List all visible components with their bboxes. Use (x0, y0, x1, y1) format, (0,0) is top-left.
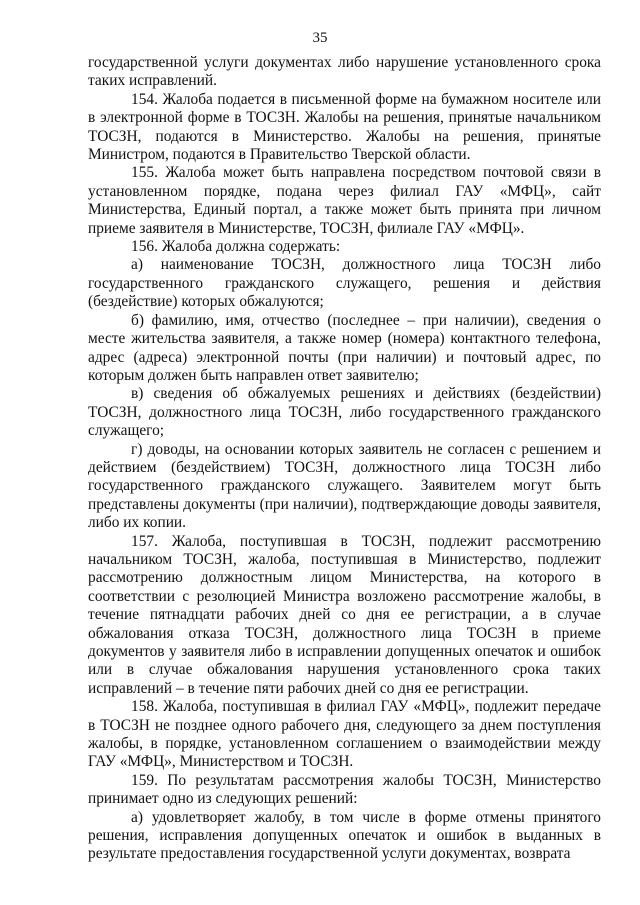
paragraph: 154. Жалоба подается в письменной форме на бумажном носителе или в электронной форме в ТОСЗН. Жалобы на решения, принятые начальником ТОСЗН, подаются в Министерство. Жалобы на решения, принятые Министром, подаются в Правительство Тверской области. (88, 90, 601, 164)
paragraph: а) удовлетворяет жалобу, в том числе в форме отмены принятого решения, исправления допущенных опечаток и ошибок в выданных в результате предоставления государственной услуги документах, возврата (88, 808, 601, 863)
paragraph: в) сведения об обжалуемых решениях и действиях (бездействии) ТОСЗН, должностного лица ТОСЗН, либо государственного гражданского служащего; (88, 385, 601, 440)
paragraph: 156. Жалоба должна содержать: (131, 238, 341, 256)
page-number: 35 (312, 30, 328, 46)
document-body (88, 54, 601, 864)
paragraph: б) фамилию, имя, отчество (последнее – при наличии), сведения о месте жительства заявителя, а также номер (номера) контактного телефона, адрес (адреса) электронной почты (при наличии) и почтовый адрес, по которым должен быть направлен ответ заявителю; (88, 311, 601, 384)
paragraph: 159. По результатам рассмотрения жалобы ТОСЗН, Министерство принимает одно из следующих решений: (88, 771, 601, 808)
paragraph: а) наименование ТОСЗН, должностного лица ТОСЗН либо государственного гражданского служащего, решения и действия (бездействие) которых обжалуются; (88, 256, 601, 311)
paragraph: 155. Жалоба может быть направлена посредством почтовой связи в установленном порядке, подана через филиал ГАУ «МФЦ», сайт Министерства, Единый портал, а также может быть принята при личном приеме заявителя в Министерстве, ТОСЗН, филиале ГАУ «МФЦ». (88, 164, 601, 237)
paragraph: г) доводы, на основании которых заявитель не согласен с решением и действием (бездействием) ТОСЗН, должностного лица ТОСЗН либо государственного гражданского служащего. Заявителем могут быть представлены документы (при наличии), подтверждающие доводы заявителя, либо их копии. (88, 440, 601, 532)
paragraph: 157. Жалоба, поступившая в ТОСЗН, подлежит рассмотрению начальником ТОСЗН, жалоба, поступившая в Министерство, подлежит рассмотрению должностным лицом Министерства, на которого в соответствии с резолюцией Министра возложено рассмотрение жалобы, в течение пятнадцати рабочих дней со дня ее регистрации, а в случае обжалования отказа ТОСЗН, должностного лица ТОСЗН в приеме документов у заявителя либо в исправлении допущенных опечаток и ошибок или в случае обжалования нарушения установленного срока таких исправлений – в течение пяти рабочих дней со дня ее регистрации. (88, 532, 601, 697)
paragraph: 158. Жалоба, поступившая в филиал ГАУ «МФЦ», подлежит передаче в ТОСЗН не позднее одного рабочего дня, следующего за днем поступления жалобы, в порядке, установленном соглашением о взаимодействии между ГАУ «МФЦ», Министерством и ТОСЗН. (88, 698, 601, 771)
paragraph: государственной услуги документах либо нарушение установленного срока таких исправлений. (88, 54, 601, 90)
